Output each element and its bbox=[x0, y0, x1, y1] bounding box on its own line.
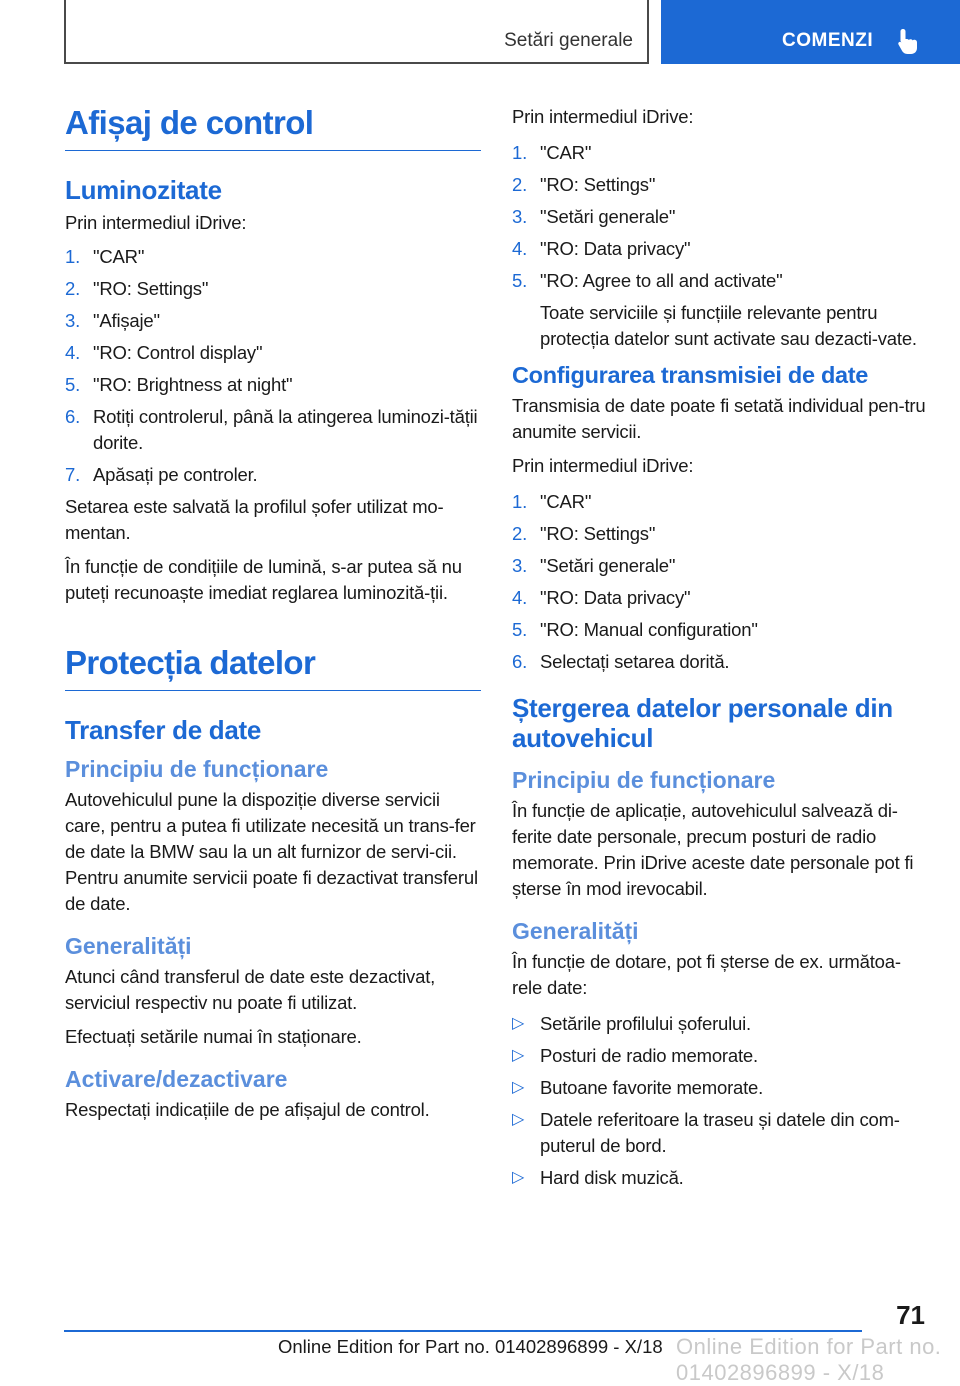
list-item: ▷ Setările profilului șoferului. bbox=[512, 1011, 926, 1037]
delete-general-text: În funcție de dotare, pot fi șterse de ex. următoa-rele date: bbox=[512, 951, 901, 998]
list-item: 3. "Afișaje" bbox=[65, 310, 160, 331]
list-item: 4. "RO: Control display" bbox=[65, 342, 263, 363]
page-number: 71 bbox=[896, 1300, 925, 1330]
list-item: 5. "RO: Brightness at night" bbox=[65, 374, 293, 395]
bullet-triangle-icon: ▷ bbox=[512, 1047, 525, 1064]
pointing-hand-icon bbox=[897, 27, 919, 55]
config-heading: Configurarea transmisiei de date bbox=[512, 362, 869, 388]
list-item: 1. "CAR" bbox=[512, 142, 592, 163]
list-item: 6. Selectați setarea dorită. bbox=[512, 651, 730, 672]
footer-divider bbox=[64, 1330, 862, 1332]
list-item: ▷ Datele referitoare la traseu și datele din com-puterul de bord. bbox=[512, 1109, 900, 1156]
left-column bbox=[65, 100, 481, 1131]
list-item: 5. "RO: Agree to all and activate" Toate serviciile și funcțiile relevante pentru protecția datelor sunt activate sau dezacti-vate. bbox=[512, 268, 926, 352]
list-item: 3. "Setări generale" bbox=[512, 555, 676, 576]
activate-text: Respectați indicațiile de pe afișajul de control. bbox=[65, 1099, 430, 1120]
privacy-title: Protecția datelor bbox=[65, 640, 481, 691]
delete-general-heading: Generalități bbox=[512, 918, 639, 944]
step-note: Toate serviciile și funcțiile relevante pentru protecția datelor sunt activate sau dezacti-vate. bbox=[540, 302, 917, 349]
list-item: 1. "CAR" bbox=[65, 246, 145, 267]
list-item: 2. "RO: Settings" bbox=[512, 174, 656, 195]
general-text-1: Atunci când transferul de date este dezactivat, serviciul respectiv nu poate fi utilizat. bbox=[65, 966, 436, 1013]
brightness-steps bbox=[65, 244, 481, 488]
right-column bbox=[512, 104, 926, 1197]
section-title: Setări generale bbox=[504, 30, 633, 51]
page-title: Afișaj de control bbox=[65, 100, 481, 151]
list-item: 4. "RO: Data privacy" bbox=[512, 587, 691, 608]
watermark: Online Edition for Part no. 01402896899 - X/18 bbox=[676, 1334, 942, 1385]
general-heading: Generalități bbox=[65, 933, 192, 959]
list-item: ▷ Posturi de radio memorate. bbox=[512, 1043, 926, 1069]
list-item: 5. "RO: Manual configuration" bbox=[512, 619, 758, 640]
list-item: 2. "RO: Settings" bbox=[512, 523, 656, 544]
list-item: ▷ Hard disk muzică. bbox=[512, 1165, 926, 1191]
activate-heading: Activare/dezactivare bbox=[65, 1066, 288, 1092]
list-item: 6. Rotiți controlerul, până la atingerea luminozi-tății dorite. bbox=[65, 406, 478, 453]
brightness-intro: Prin intermediul iDrive: bbox=[65, 212, 247, 233]
config-text: Transmisia de date poate fi setată individual pen-tru anumite servicii. bbox=[512, 395, 926, 442]
privacy-intro: Prin intermediul iDrive: bbox=[512, 106, 694, 127]
delete-principle-text: În funcție de aplicație, autovehiculul salvează di-ferite date personale, precum posturi de radio memorate. Prin iDrive aceste date personale pot fi șterse în mod irevocabil. bbox=[512, 800, 914, 899]
delete-heading: Ștergerea datelor personale din autovehicul bbox=[512, 693, 893, 753]
header-section-tab bbox=[64, 0, 649, 64]
brightness-note-1: Setarea este salvată la profilul șofer utilizat mo-mentan. bbox=[65, 496, 444, 543]
config-intro: Prin intermediul iDrive: bbox=[512, 455, 694, 476]
general-text-2: Efectuați setările numai în staționare. bbox=[65, 1026, 362, 1047]
bullet-triangle-icon: ▷ bbox=[512, 1111, 525, 1128]
bullet-triangle-icon: ▷ bbox=[512, 1079, 525, 1096]
delete-bullets bbox=[512, 1011, 926, 1191]
principle-text: Autovehiculul pune la dispoziție diverse servicii care, pentru a putea fi utilizate necesită un trans-fer de date la BMW sau la un alt furnizor de servi-cii. Pentru anumite servicii poate fi dezactivat transferul de date. bbox=[65, 789, 478, 914]
delete-principle-heading: Principiu de funcționare bbox=[512, 767, 776, 793]
edition-text: Online Edition for Part no. 01402896899 - X/18 bbox=[278, 1336, 663, 1357]
list-item: 4. "RO: Data privacy" bbox=[512, 238, 691, 259]
list-item: 1. "CAR" bbox=[512, 491, 592, 512]
brightness-note-2: În funcție de condițiile de lumină, s-ar putea să nu puteți recunoaște imediat reglarea luminozită-ții. bbox=[65, 556, 462, 603]
list-item: 7. Apăsați pe controler. bbox=[65, 464, 258, 485]
privacy-steps bbox=[512, 140, 926, 352]
header-chapter-tab bbox=[661, 0, 960, 64]
brightness-heading: Luminozitate bbox=[65, 175, 222, 205]
chapter-title: COMENZI bbox=[782, 30, 874, 51]
list-item: 2. "RO: Settings" bbox=[65, 278, 209, 299]
config-steps bbox=[512, 489, 926, 675]
list-item: 3. "Setări generale" bbox=[512, 206, 676, 227]
transfer-heading: Transfer de date bbox=[65, 715, 262, 745]
principle-heading: Principiu de funcționare bbox=[65, 756, 329, 782]
list-item: ▷ Butoane favorite memorate. bbox=[512, 1075, 926, 1101]
bullet-triangle-icon: ▷ bbox=[512, 1169, 525, 1186]
bullet-triangle-icon: ▷ bbox=[512, 1015, 525, 1032]
